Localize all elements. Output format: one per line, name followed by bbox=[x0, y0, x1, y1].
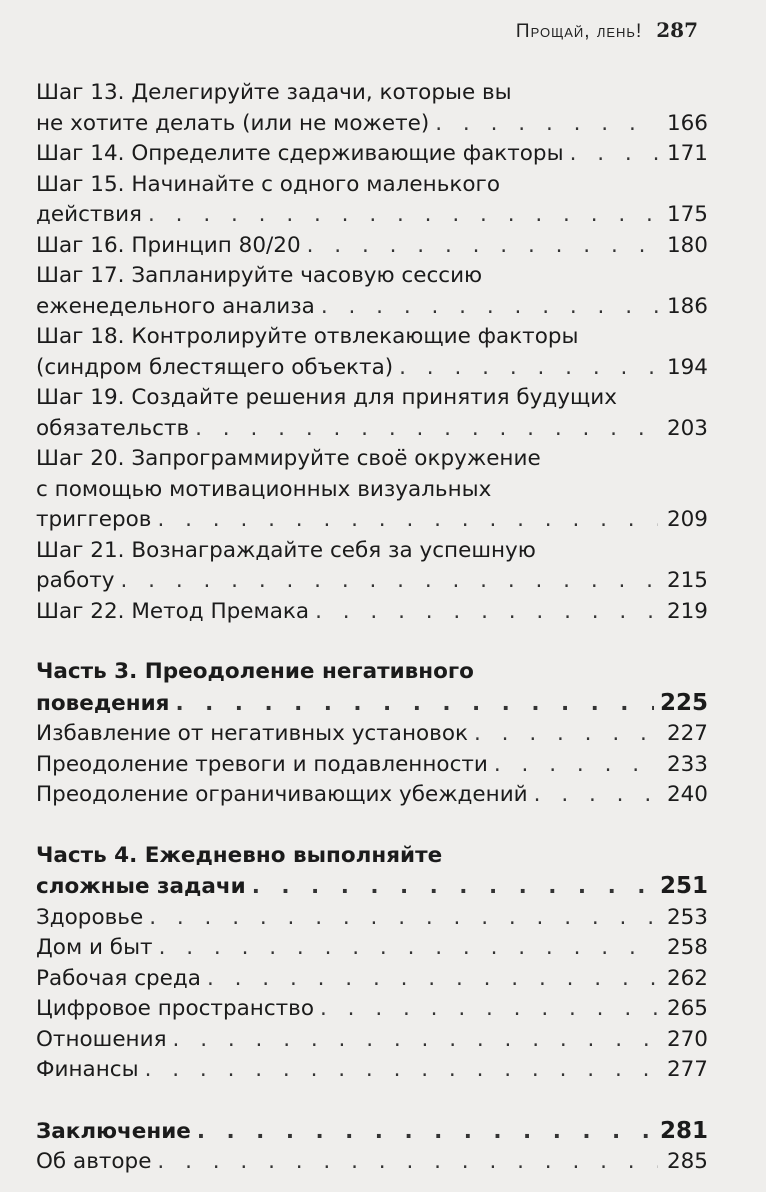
dot-leader bbox=[320, 994, 658, 1025]
dot-leader bbox=[195, 414, 658, 445]
toc-entry-title: Шаг 20. Запрограммируйте своё окружение bbox=[36, 446, 541, 471]
toc-page-number: 258 bbox=[666, 935, 708, 960]
toc-entry bbox=[36, 841, 708, 903]
toc-page-number: 209 bbox=[666, 507, 708, 532]
toc-entry bbox=[36, 719, 708, 750]
toc-page-number: 219 bbox=[666, 598, 708, 624]
toc-page-number: 251 bbox=[659, 873, 708, 899]
toc-entry-title: Часть 3. Преодоление негативного bbox=[36, 659, 474, 684]
toc-entry-title: Часть 4. Ежедневно выполняйте bbox=[36, 842, 443, 868]
dot-leader bbox=[321, 292, 658, 323]
toc-entry-last-line bbox=[36, 933, 708, 964]
dot-leader bbox=[399, 353, 658, 384]
toc-entry-title: Дом и быт bbox=[36, 935, 153, 960]
toc-entry bbox=[36, 657, 708, 719]
toc-entry-title: Преодоление ограничивающих убеждений bbox=[36, 782, 528, 807]
toc-entry-title: Финансы bbox=[36, 1057, 139, 1082]
toc-entry-title: Шаг 21. Вознаграждайте себя за успешную bbox=[36, 537, 536, 563]
toc-page-number: 171 bbox=[666, 141, 708, 166]
toc-entry bbox=[36, 964, 708, 995]
toc-page-number: 215 bbox=[666, 568, 708, 593]
dot-leader bbox=[197, 1117, 654, 1148]
toc-entry-last-line bbox=[36, 903, 708, 934]
page-number: 287 bbox=[656, 18, 698, 42]
dot-leader bbox=[149, 903, 658, 934]
toc-entry-last-line bbox=[36, 1055, 708, 1086]
toc-page-number: 180 bbox=[666, 232, 708, 258]
toc-entry-title: действия bbox=[36, 202, 142, 227]
dot-leader bbox=[148, 200, 658, 231]
toc-entry bbox=[36, 139, 708, 170]
toc-entry-line bbox=[36, 657, 708, 688]
dot-leader bbox=[207, 964, 658, 995]
toc-entry-line bbox=[36, 841, 708, 872]
toc-entry bbox=[36, 1055, 708, 1086]
toc-page-number: 203 bbox=[666, 415, 708, 441]
toc-page-number: 225 bbox=[659, 689, 708, 716]
toc-entry-line bbox=[36, 261, 708, 292]
toc-entry-title: еженедельного анализа bbox=[36, 293, 315, 319]
toc-page-number: 281 bbox=[659, 1117, 708, 1144]
toc-entry-last-line bbox=[36, 719, 708, 750]
toc-entry bbox=[36, 444, 708, 536]
toc-entry-title: Преодоление тревоги и подавленности bbox=[36, 751, 488, 777]
toc-page-number: 166 bbox=[666, 110, 708, 136]
toc-entry-title: Заключение bbox=[36, 1118, 191, 1144]
toc-entry-last-line bbox=[36, 964, 708, 995]
toc-entry-last-line bbox=[36, 1147, 708, 1178]
toc-entry-title: Шаг 19. Создайте решения для принятия будущих bbox=[36, 385, 617, 410]
toc-page-number: 194 bbox=[666, 354, 708, 380]
toc-entry bbox=[36, 261, 708, 322]
toc-entry-title: Отношения bbox=[36, 1026, 167, 1052]
toc-entry-last-line bbox=[36, 231, 708, 262]
toc-entry bbox=[36, 383, 708, 444]
dot-leader bbox=[435, 109, 658, 140]
toc-entry-title: сложные задачи bbox=[36, 874, 246, 899]
toc-entry-title: работу bbox=[36, 568, 115, 593]
dot-leader bbox=[157, 1147, 658, 1178]
toc-entry-title: Шаг 16. Принцип 80/20 bbox=[36, 232, 301, 258]
dot-leader bbox=[307, 231, 658, 262]
toc-entry bbox=[36, 1147, 708, 1178]
toc-entry-last-line bbox=[36, 688, 708, 720]
toc-entry-line bbox=[36, 322, 708, 353]
toc-entry-title: обязательств bbox=[36, 415, 190, 441]
toc-entry-title: Шаг 17. Запланируйте часовую сессию bbox=[36, 263, 483, 288]
toc-entry-title: Здоровье bbox=[36, 904, 144, 930]
toc-entry bbox=[36, 933, 708, 964]
toc-entry bbox=[36, 170, 708, 231]
toc-entry-last-line bbox=[36, 200, 708, 231]
toc-entry-line bbox=[36, 170, 708, 201]
dot-leader bbox=[494, 750, 658, 781]
table-of-contents bbox=[36, 78, 708, 1178]
toc-entry-last-line bbox=[36, 994, 708, 1025]
toc-entry-last-line bbox=[36, 353, 708, 384]
dot-leader bbox=[474, 719, 658, 750]
dot-leader bbox=[157, 505, 658, 536]
running-head-title: Прощай, лень! bbox=[515, 21, 643, 42]
toc-entry-title: не хотите делать (или не можете) bbox=[36, 110, 430, 136]
toc-page-number: 285 bbox=[666, 1149, 708, 1174]
toc-entry bbox=[36, 903, 708, 934]
dot-leader bbox=[175, 689, 654, 720]
toc-page-number: 175 bbox=[666, 202, 708, 227]
toc-page-number: 233 bbox=[666, 751, 708, 777]
toc-entry-last-line bbox=[36, 780, 708, 811]
toc-page-number: 270 bbox=[666, 1026, 708, 1052]
toc-entry-last-line bbox=[36, 1116, 708, 1148]
toc-entry-title: Избавление от негативных установок bbox=[36, 721, 468, 746]
dot-leader bbox=[173, 1025, 658, 1056]
toc-entry bbox=[36, 994, 708, 1025]
toc-entry-title: Шаг 13. Делегируйте задачи, которые вы bbox=[36, 80, 512, 105]
toc-entry-last-line bbox=[36, 597, 708, 628]
toc-entry bbox=[36, 780, 708, 811]
dot-leader bbox=[145, 1055, 658, 1086]
toc-page-number: 277 bbox=[666, 1057, 708, 1082]
toc-entry-last-line bbox=[36, 566, 708, 597]
toc-entry-title: (синдром блестящего объекта) bbox=[36, 354, 394, 380]
toc-entry-last-line bbox=[36, 505, 708, 536]
toc-page-number: 240 bbox=[666, 782, 708, 807]
toc-entry-last-line bbox=[36, 871, 708, 903]
dot-leader bbox=[159, 933, 658, 964]
toc-entry-last-line bbox=[36, 1025, 708, 1056]
toc-entry-title: Цифровое пространство bbox=[36, 996, 314, 1021]
toc-entry-title: Шаг 22. Метод Премака bbox=[36, 598, 310, 624]
toc-entry-last-line bbox=[36, 109, 708, 140]
toc-entry-title: Шаг 14. Определите сдерживающие факторы bbox=[36, 141, 564, 166]
toc-entry-line bbox=[36, 536, 708, 567]
dot-leader bbox=[570, 139, 658, 170]
toc-entry bbox=[36, 231, 708, 262]
toc-page-number: 265 bbox=[666, 996, 708, 1021]
toc-entry bbox=[36, 322, 708, 383]
toc-entry-last-line bbox=[36, 292, 708, 323]
toc-entry bbox=[36, 750, 708, 781]
dot-leader bbox=[252, 872, 654, 903]
toc-entry bbox=[36, 597, 708, 628]
toc-entry-title: Шаг 15. Начинайте с одного маленького bbox=[36, 171, 500, 197]
toc-entry bbox=[36, 78, 708, 139]
toc-entry bbox=[36, 536, 708, 597]
toc-entry-line bbox=[36, 78, 708, 109]
toc-entry-line bbox=[36, 444, 708, 475]
toc-entry-title: Шаг 18. Контролируйте отвлекающие факторы bbox=[36, 324, 579, 349]
toc-page-number: 227 bbox=[666, 721, 708, 746]
toc-page-number: 262 bbox=[666, 965, 708, 991]
toc-entry-title: триггеров bbox=[36, 507, 152, 532]
toc-entry-line bbox=[36, 475, 708, 506]
toc-entry-line bbox=[36, 383, 708, 414]
toc-entry-title: Рабочая среда bbox=[36, 965, 201, 991]
toc-page-number: 253 bbox=[666, 904, 708, 930]
toc-entry-last-line bbox=[36, 750, 708, 781]
toc-entry-title: Об авторе bbox=[36, 1149, 152, 1174]
dot-leader bbox=[534, 780, 658, 811]
toc-entry-last-line bbox=[36, 139, 708, 170]
dot-leader bbox=[315, 597, 658, 628]
toc-entry bbox=[36, 1116, 708, 1148]
toc-entry-last-line bbox=[36, 414, 708, 445]
dot-leader bbox=[120, 566, 658, 597]
toc-entry bbox=[36, 1025, 708, 1056]
running-head bbox=[516, 18, 698, 43]
toc-page-number: 186 bbox=[666, 293, 708, 319]
toc-entry-title: с помощью мотивационных визуальных bbox=[36, 476, 492, 502]
toc-entry-title: поведения bbox=[36, 690, 170, 716]
